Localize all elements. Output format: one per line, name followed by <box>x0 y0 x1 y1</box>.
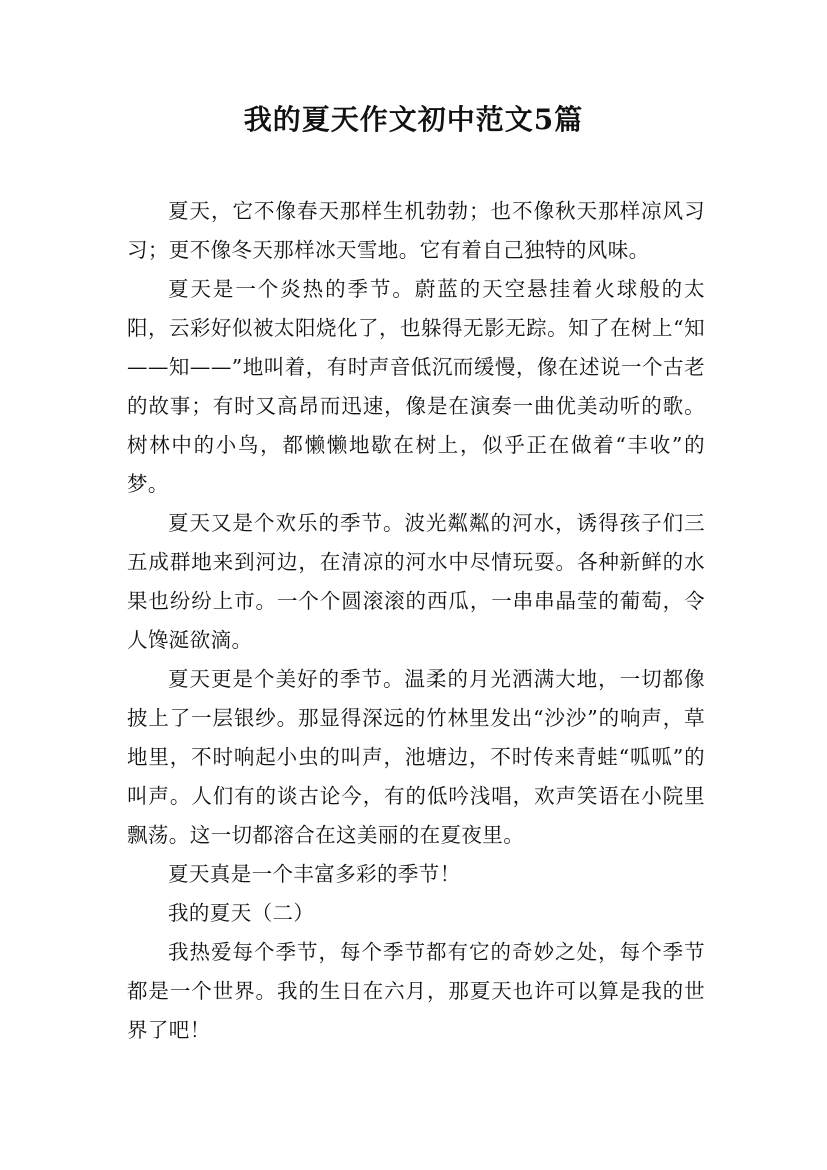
paragraph-hot-season: 夏天是一个炎热的季节。蔚蓝的天空悬挂着火球般的太阳，云彩好似被太阳烧化了，也躲得无影无踪。知了在树上“知——知——”地叫着，有时声音低沉而缓慢，像在述说一个古老的故事；有时又高昂而迅速，像是在演奏一曲优美动听的歌。树林中的小鸟，都懒懒地歇在树上，似乎正在做着“丰收”的梦。 <box>127 277 705 496</box>
document-title: 我的夏天作文初中范文5篇 <box>243 103 584 136</box>
document-body <box>127 192 705 1050</box>
paragraph-conclusion: 夏天真是一个丰富多彩的季节！ <box>168 862 461 886</box>
paragraph-beautiful-season: 夏天更是个美好的季节。温柔的月光洒满大地，一切都像披上了一层银纱。那显得深远的竹林里发出“沙沙”的响声，草地里，不时响起小虫的叫声，池塘边，不时传来青蛙“呱呱”的叫声。人们有的谈古论今，有的低吟浅唱，欢声笑语在小院里飘荡。这一切都溶合在这美丽的在夏夜里。 <box>127 667 705 847</box>
paragraph-joyful-season: 夏天又是个欢乐的季节。波光粼粼的河水，诱得孩子们三五成群地来到河边，在清凉的河水中尽情玩耍。各种新鲜的水果也纷纷上市。一个个圆滚滚的西瓜，一串串晶莹的葡萄，令人馋涎欲滴。 <box>127 511 705 652</box>
section-heading: 我的夏天（二） <box>168 901 315 925</box>
paragraph-intro: 夏天，它不像春天那样生机勃勃；也不像秋天那样凉风习习；更不像冬天那样冰天雪地。它有着自己独特的风味。 <box>127 199 705 262</box>
paragraph-second-essay-intro: 我热爱每个季节，每个季节都有它的奇妙之处，每个季节都是一个世界。我的生日在六月，那夏天也许可以算是我的世界了吧！ <box>127 940 705 1042</box>
